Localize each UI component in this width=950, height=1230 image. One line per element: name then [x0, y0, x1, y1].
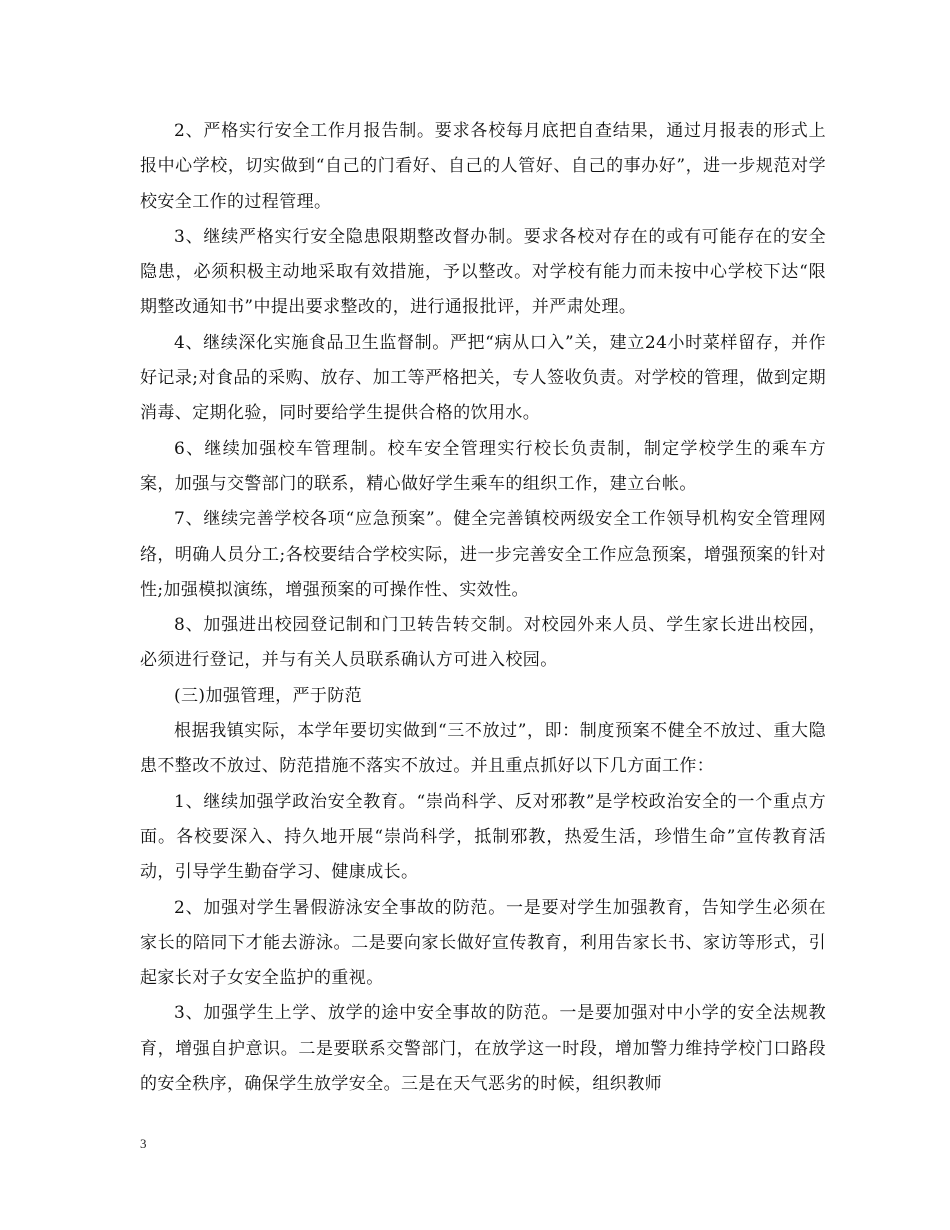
paragraph-monthly-report: 2、严格实行安全工作月报告制。要求各校每月底把自查结果，通过月报表的形式上报中心学校，切实做到“自己的门看好、自己的人管好、自己的事办好”，进一步规范对学校安全工作的过程管理。	[140, 121, 826, 212]
paragraph-school-bus: 6、继续加强校车管理制。校车安全管理实行校长负责制，制定学校学生的乘车方案，加强与交警部门的联系，精心做好学生乘车的组织工作，建立台帐。	[140, 438, 826, 494]
paragraph-three-no-pass: 根据我镇实际，本学年要切实做到“三不放过”，即：制度预案不健全不放过、重大隐患不整改不放过、防范措施不落实不放过。并且重点抓好以下几方面工作：	[140, 721, 826, 777]
paragraph-emergency-plan: 7、继续完善学校各项“应急预案”。健全完善镇校两级安全工作领导机构安全管理网络，明确人员分工;各校要结合学校实际，进一步完善安全工作应急预案，增强预案的针对性;加强模拟演练，增强预案的可操作性、实效性。	[140, 509, 826, 600]
paragraph-commute-safety: 3、加强学生上学、放学的途中安全事故的防范。一是要加强对中小学的安全法规教育，增强自护意识。二是要联系交警部门，在放学这一时段，增加警力维持学校门口路段的安全秩序，确保学生放学安全。三是在天气恶劣的时候，组织教师	[140, 1003, 826, 1095]
section-heading: (三)加强管理，严于防范	[174, 685, 363, 706]
paragraph-political-safety: 1、继续加强学政治安全教育。“崇尚科学、反对邪教”是学校政治安全的一个重点方面。各校要深入、持久地开展“崇尚科学，抵制邪教，热爱生活，珍惜生命”宣传教育活动，引导学生勤奋学习、健康成长。	[140, 791, 826, 883]
document-body	[140, 114, 826, 1102]
paragraph-campus-registration: 8、加强进出校园登记制和门卫转告转交制。对校园外来人员、学生家长进出校园，必须进行登记，并与有关人员联系确认方可进入校园。	[140, 615, 826, 671]
page-number: 3	[140, 1136, 147, 1151]
paragraph-hazard-rectification: 3、继续严格实行安全隐患限期整改督办制。要求各校对存在的或有可能存在的安全隐患，必须积极主动地采取有效措施，予以整改。对学校有能力而未按中心学校下达“限期整改通知书”中提出要求整改的，进行通报批评，并严肃处理。	[140, 226, 826, 318]
paragraph-swimming-safety: 2、加强对学生暑假游泳安全事故的防范。一是要对学生加强教育，告知学生必须在家长的陪同下才能去游泳。二是要向家长做好宣传教育，利用告家长书、家访等形式，引起家长对子女安全监护的重视。	[140, 897, 826, 989]
paragraph-food-hygiene: 4、继续深化实施食品卫生监督制。严把“病从口入”关，建立24小时菜样留存，并作好记录;对食品的采购、放存、加工等严格把关，专人签收负责。对学校的管理，做到定期消毒、定期化验，同时要给学生提供合格的饮用水。	[140, 332, 826, 424]
